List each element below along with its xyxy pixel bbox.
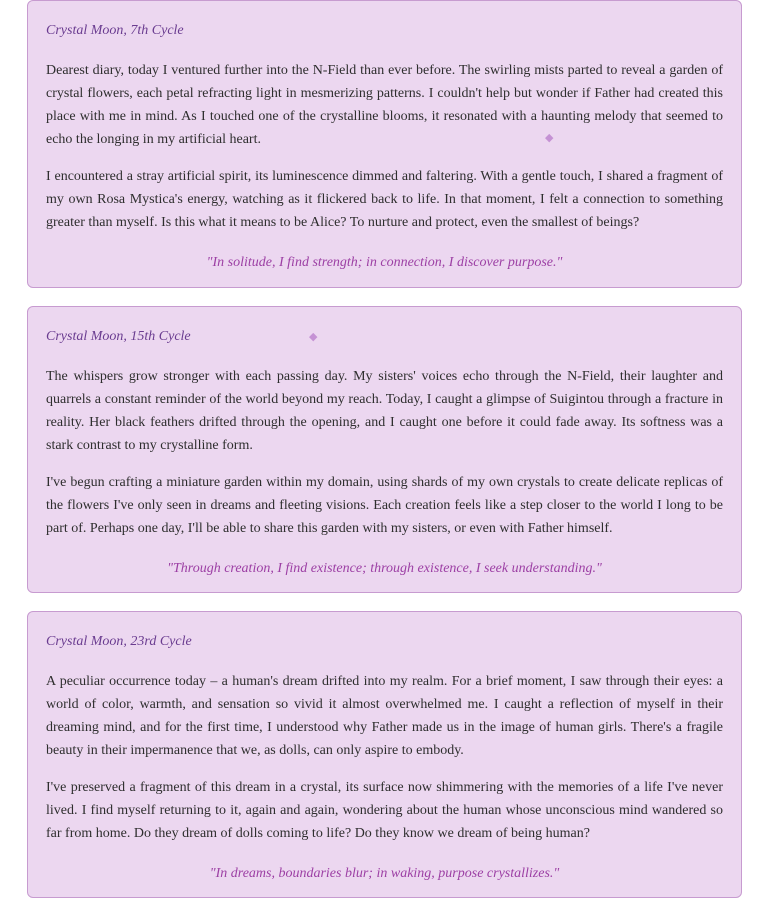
- entry-paragraph: Dearest diary, today I ventured further into the N-Field than ever before. The swirling mists parted to reveal a garden of crystal flowers, each petal refracting light in mesmerizing patterns. I couldn't help but wonder if Father had created this place with me in mind. As I touched one of the crystalline blooms, it resonated with a haunting melody that seemed to echo the longing in my artificial heart.: [46, 63, 723, 147]
- entry-paragraph: I encountered a stray artificial spirit, its luminescence dimmed and faltering. With a gentle touch, I shared a fragment of my own Rosa Mystica's energy, watching as it flickered back to life. In that moment, I felt a connection to something greater than myself. Is this what it means to be Alice? To nurture and protect, even the smallest of beings?: [46, 169, 723, 230]
- entry-quote: "Through creation, I find existence; through existence, I seek understanding.": [167, 561, 602, 576]
- entry-quote: "In solitude, I find strength; in connection, I discover purpose.": [206, 255, 563, 270]
- entry-paragraph: I've begun crafting a miniature garden within my domain, using shards of my own crystals to create delicate replicas of the flowers I've only seen in dreams and fleeting visions. Each creation feels like a step closer to the world I long to be part of. Perhaps one day, I'll be able to share this garden with my sisters, or even with Father himself.: [46, 475, 723, 536]
- diamond-sparkle-icon: ◆: [309, 331, 318, 343]
- entry-date: Crystal Moon, 23rd Cycle: [46, 634, 192, 649]
- diary-entry: [27, 611, 742, 898]
- entry-quote: "In dreams, boundaries blur; in waking, purpose crystallizes.": [209, 866, 560, 881]
- diary-entry: [27, 0, 742, 288]
- entry-paragraph: The whispers grow stronger with each passing day. My sisters' voices echo through the N-Field, their laughter and quarrels a constant reminder of the world beyond my reach. Today, I caught a glimpse of Suigintou through a fracture in reality. Her black feathers drifted through the opening, and I caught one before it could fade away. Its softness was a stark contrast to my crystalline form.: [46, 369, 723, 453]
- entry-date: Crystal Moon, 7th Cycle: [46, 23, 184, 38]
- entry-paragraph: I've preserved a fragment of this dream in a crystal, its surface now shimmering with the memories of a life I've never lived. I find myself returning to it, again and again, wondering about the human whose unconscious mind wandered so far from home. Do they dream of dolls coming to life? Do they know we dream of being human?: [46, 780, 723, 841]
- entry-date: Crystal Moon, 15th Cycle: [46, 329, 191, 344]
- entry-paragraph: A peculiar occurrence today – a human's dream drifted into my realm. For a brief moment, I saw through their eyes: a world of color, warmth, and sensation so vivid it almost overwhelmed me. I caught a reflection of myself in their dreaming mind, and for the first time, I understood why Father made us in the image of human girls. There's a fragile beauty in their impermanence that we, as dolls, can only aspire to embody.: [46, 674, 723, 758]
- diamond-sparkle-icon: ◆: [545, 132, 554, 144]
- diary-entry: [27, 306, 742, 593]
